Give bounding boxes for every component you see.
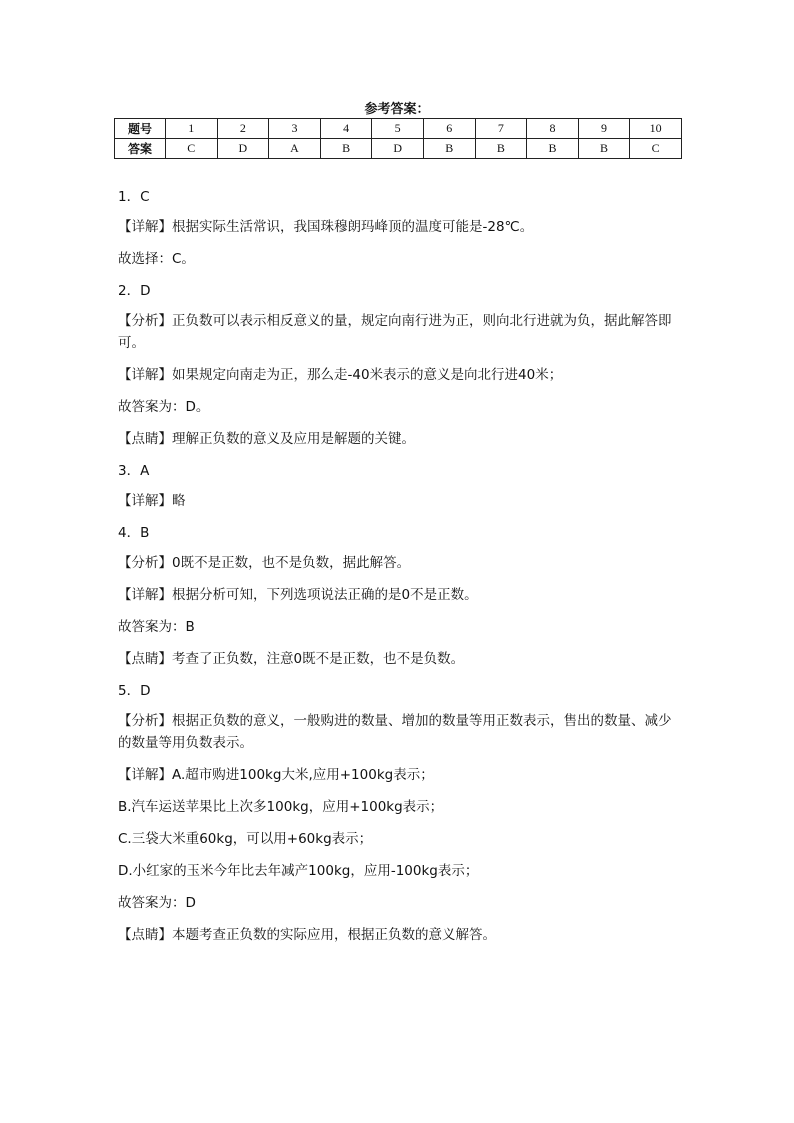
table-cell: A: [269, 139, 321, 159]
explanation-line: 故选择：C。: [118, 251, 195, 267]
table-cell: 3: [269, 119, 321, 139]
answer-table: [114, 118, 682, 159]
table-cell: B: [527, 139, 579, 159]
table-cell: 7: [475, 119, 527, 139]
explanation-line: 【点睛】本题考查正负数的实际应用，根据正负数的意义解答。: [118, 927, 496, 943]
explanations: [118, 186, 678, 956]
table-cell: 9: [578, 119, 630, 139]
explanation-line: 【详解】根据实际生活常识，我国珠穆朗玛峰顶的温度可能是-28℃。: [118, 219, 534, 235]
table-cell: B: [423, 139, 475, 159]
explanation-line: 故答案为：D。: [118, 399, 210, 415]
explanation-line: 故答案为：B: [118, 619, 195, 635]
table-cell: 8: [527, 119, 579, 139]
question-number-row: [115, 119, 682, 139]
explanation-line: 【详解】A.超市购进100kg大米,应用+100kg表示；: [118, 767, 434, 783]
question-number: 4．B: [118, 525, 150, 541]
question-number: 3．A: [118, 463, 150, 479]
explanation-line: B.汽车运送苹果比上次多100kg，应用+100kg表示；: [118, 799, 444, 815]
table-cell: C: [630, 139, 682, 159]
explanation-line: 【点睛】理解正负数的意义及应用是解题的关键。: [118, 431, 415, 447]
explanation-line: 【分析】正负数可以表示相反意义的量，规定向南行进为正，则向北行进就为负，据此解答即可。: [118, 313, 672, 351]
table-cell: 10: [630, 119, 682, 139]
table-cell: 5: [372, 119, 424, 139]
table-cell: 6: [423, 119, 475, 139]
explanation-line: 【详解】略: [118, 493, 186, 509]
question-number: 5．D: [118, 683, 151, 699]
table-cell: B: [578, 139, 630, 159]
row-label-question-number: 题号: [115, 119, 166, 139]
explanation-line: 【分析】根据正负数的意义，一般购进的数量、增加的数量等用正数表示，售出的数量、减少的数量等用负数表示。: [118, 713, 672, 751]
question-number: 2．D: [118, 283, 151, 299]
explanation-line: C.三袋大米重60kg，可以用+60kg表示；: [118, 831, 373, 847]
table-cell: B: [320, 139, 372, 159]
table-cell: 4: [320, 119, 372, 139]
explanation-line: 【分析】0既不是正数，也不是负数，据此解答。: [118, 555, 411, 571]
answer-row: [115, 139, 682, 159]
explanation-line: 故答案为：D: [118, 895, 196, 911]
table-cell: 2: [217, 119, 269, 139]
table-cell: 1: [166, 119, 218, 139]
explanation-line: 【详解】如果规定向南走为正，那么走-40米表示的意义是向北行进40米；: [118, 367, 563, 383]
table-cell: D: [217, 139, 269, 159]
table-cell: D: [372, 139, 424, 159]
table-cell: C: [166, 139, 218, 159]
question-number: 1．C: [118, 189, 150, 205]
explanation-line: D.小红家的玉米今年比去年减产100kg，应用-100kg表示；: [118, 863, 479, 879]
explanation-line: 【详解】根据分析可知，下列选项说法正确的是0不是正数。: [118, 587, 478, 603]
explanation-line: 【点睛】考查了正负数，注意0既不是正数，也不是负数。: [118, 651, 465, 667]
row-label-answer: 答案: [115, 139, 166, 159]
page-title: 参考答案：: [364, 102, 430, 117]
table-cell: B: [475, 139, 527, 159]
